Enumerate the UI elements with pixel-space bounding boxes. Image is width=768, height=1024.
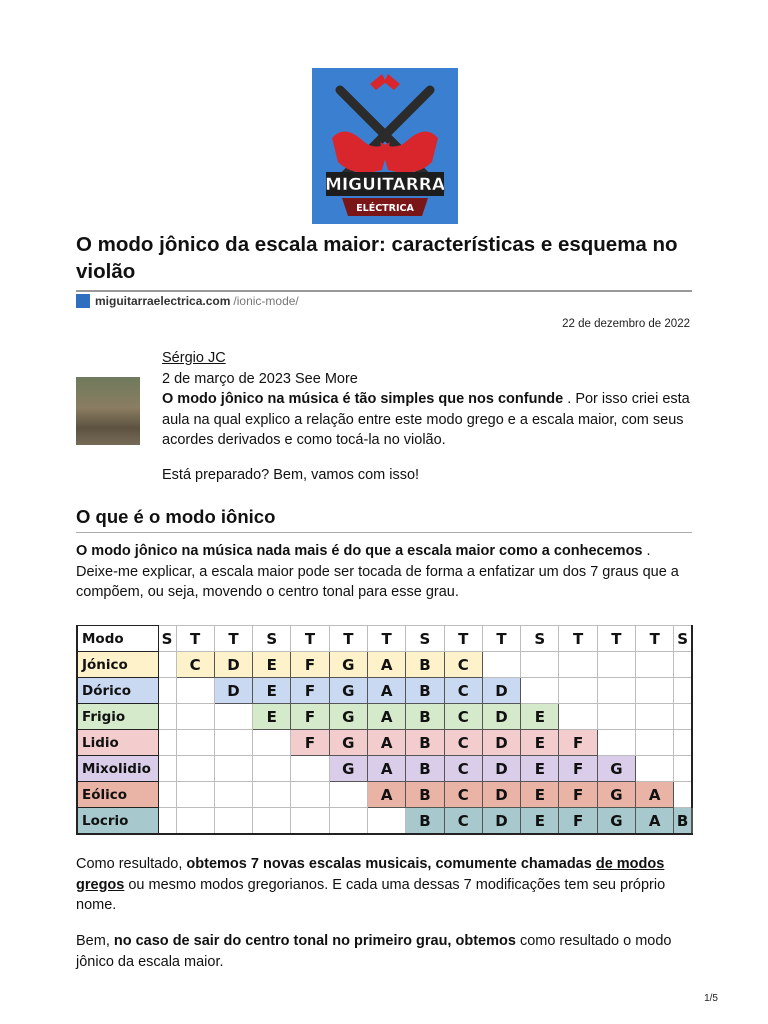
note-cell: F xyxy=(291,678,329,704)
interval-cell: T xyxy=(636,626,674,652)
empty-cell xyxy=(214,704,252,730)
empty-cell xyxy=(158,704,176,730)
followup-paragraph: Está preparado? Bem, vamos com isso! xyxy=(162,466,420,483)
empty-cell xyxy=(158,808,176,835)
empty-cell xyxy=(253,808,291,835)
intro-bold: O modo jônico na música é tão simples que nos confunde xyxy=(162,391,564,407)
empty-cell xyxy=(291,782,329,808)
note-cell: B xyxy=(406,678,444,704)
mode-name-cell: Lidio xyxy=(77,730,158,756)
mode-row xyxy=(77,782,692,808)
empty-cell xyxy=(253,782,291,808)
note-cell: A xyxy=(367,782,405,808)
note-cell: G xyxy=(329,730,367,756)
mode-name-cell: Mixolidio xyxy=(77,756,158,782)
source-path: /ionic-mode/ xyxy=(233,294,299,308)
author-avatar xyxy=(76,377,140,445)
note-cell: E xyxy=(521,704,559,730)
note-cell: G xyxy=(329,678,367,704)
note-cell: A xyxy=(367,730,405,756)
section-paragraph-2 xyxy=(76,854,696,916)
note-cell: F xyxy=(559,782,597,808)
note-cell: B xyxy=(406,782,444,808)
interval-cell: S xyxy=(406,626,444,652)
empty-cell xyxy=(158,730,176,756)
interval-cell: T xyxy=(329,626,367,652)
empty-cell xyxy=(597,704,635,730)
mode-row xyxy=(77,704,692,730)
source-site-link[interactable]: miguitarraelectrica.com xyxy=(95,294,231,308)
note-cell: C xyxy=(444,808,482,835)
interval-cell: S xyxy=(521,626,559,652)
mode-row xyxy=(77,678,692,704)
empty-cell xyxy=(214,730,252,756)
intro-rest: . Por isso criei esta aula na qual explico a relação entre este modo grego e a escala maior, com seus acordes derivados e como tocá-la no violão. xyxy=(162,391,690,448)
interval-cell: T xyxy=(482,626,520,652)
note-cell: D xyxy=(482,782,520,808)
note-cell: E xyxy=(253,678,291,704)
mode-name-cell: Dórico xyxy=(77,678,158,704)
page-number: 1/5 xyxy=(704,993,718,1004)
note-cell: C xyxy=(176,652,214,678)
empty-cell xyxy=(329,782,367,808)
interval-cell: S xyxy=(158,626,176,652)
note-cell: B xyxy=(674,808,692,835)
note-cell: A xyxy=(367,756,405,782)
interval-cell: T xyxy=(597,626,635,652)
empty-cell xyxy=(291,756,329,782)
note-cell: B xyxy=(406,652,444,678)
empty-cell xyxy=(253,756,291,782)
mode-row xyxy=(77,652,692,678)
note-cell: G xyxy=(329,652,367,678)
note-cell: G xyxy=(597,782,635,808)
note-cell: G xyxy=(597,808,635,835)
note-cell: E xyxy=(521,782,559,808)
note-cell: A xyxy=(367,678,405,704)
empty-cell xyxy=(559,652,597,678)
author-block xyxy=(162,348,702,485)
empty-cell xyxy=(214,808,252,835)
empty-cell xyxy=(176,704,214,730)
empty-cell xyxy=(636,756,674,782)
author-date-line: 2 de março de 2023 See More xyxy=(162,370,358,387)
note-cell: D xyxy=(482,730,520,756)
interval-cell: T xyxy=(176,626,214,652)
note-cell: D xyxy=(482,678,520,704)
p3-bold: no caso de sair do centro tonal no primeiro grau, obtemos xyxy=(113,933,516,949)
interval-cell: T xyxy=(291,626,329,652)
section-heading: O que é o modo iônico xyxy=(76,506,276,527)
empty-cell xyxy=(674,652,692,678)
note-cell: A xyxy=(636,782,674,808)
interval-cell: S xyxy=(674,626,692,652)
empty-cell xyxy=(597,652,635,678)
mode-row xyxy=(77,756,692,782)
note-cell: D xyxy=(482,756,520,782)
empty-cell xyxy=(636,704,674,730)
section-paragraph-1 xyxy=(76,541,696,603)
empty-cell xyxy=(559,704,597,730)
note-cell: E xyxy=(253,652,291,678)
modes-table xyxy=(76,625,693,835)
note-cell: G xyxy=(597,756,635,782)
empty-cell xyxy=(214,782,252,808)
empty-cell xyxy=(158,652,176,678)
section-divider xyxy=(76,532,692,533)
empty-cell xyxy=(521,652,559,678)
site-logo xyxy=(312,68,458,224)
source-line xyxy=(76,294,299,308)
note-cell: B xyxy=(406,730,444,756)
note-cell: D xyxy=(482,704,520,730)
mode-name-cell: Locrio xyxy=(77,808,158,835)
note-cell: F xyxy=(291,730,329,756)
empty-cell xyxy=(482,652,520,678)
note-cell: B xyxy=(406,808,444,835)
note-cell: A xyxy=(367,704,405,730)
empty-cell xyxy=(253,730,291,756)
empty-cell xyxy=(158,678,176,704)
mode-row xyxy=(77,730,692,756)
empty-cell xyxy=(176,782,214,808)
title-divider xyxy=(76,290,692,292)
empty-cell xyxy=(214,756,252,782)
modos-gregos-link[interactable]: de modos gregos xyxy=(76,856,665,893)
empty-cell xyxy=(521,678,559,704)
logo-text-sub: ELÉCTRICA xyxy=(356,203,414,214)
empty-cell xyxy=(636,730,674,756)
interval-cell: T xyxy=(214,626,252,652)
note-cell: D xyxy=(214,652,252,678)
p1-bold: O modo jônico na música nada mais é do que a escala maior como a conhecemos xyxy=(76,543,643,559)
note-cell: F xyxy=(291,704,329,730)
table-header-mode: Modo xyxy=(77,626,158,652)
p3-rest: como resultado o modo jônico da escala maior. xyxy=(76,933,672,970)
p2-bold: obtemos 7 novas escalas musicais, comumente chamadas xyxy=(186,856,592,872)
empty-cell xyxy=(636,652,674,678)
note-cell: E xyxy=(253,704,291,730)
mode-name-cell: Eólico xyxy=(77,782,158,808)
note-cell: C xyxy=(444,678,482,704)
note-cell: A xyxy=(367,652,405,678)
empty-cell xyxy=(597,678,635,704)
interval-cell: T xyxy=(559,626,597,652)
note-cell: C xyxy=(444,756,482,782)
empty-cell xyxy=(674,678,692,704)
note-cell: C xyxy=(444,730,482,756)
section-paragraph-3 xyxy=(76,931,696,972)
note-cell: F xyxy=(559,756,597,782)
empty-cell xyxy=(367,808,405,835)
empty-cell xyxy=(674,782,692,808)
mode-name-cell: Frigio xyxy=(77,704,158,730)
empty-cell xyxy=(674,756,692,782)
article-title: O modo jônico da escala maior: características e esquema no violão xyxy=(76,233,678,283)
note-cell: G xyxy=(329,704,367,730)
empty-cell xyxy=(329,808,367,835)
empty-cell xyxy=(176,730,214,756)
note-cell: C xyxy=(444,782,482,808)
note-cell: D xyxy=(482,808,520,835)
note-cell: B xyxy=(406,756,444,782)
note-cell: G xyxy=(329,756,367,782)
author-name-link[interactable]: Sérgio JC xyxy=(162,350,226,366)
note-cell: D xyxy=(214,678,252,704)
empty-cell xyxy=(559,678,597,704)
interval-cell: S xyxy=(253,626,291,652)
publish-date: 22 de dezembro de 2022 xyxy=(562,318,690,330)
empty-cell xyxy=(176,808,214,835)
empty-cell xyxy=(597,730,635,756)
note-cell: C xyxy=(444,704,482,730)
interval-cell: T xyxy=(367,626,405,652)
note-cell: E xyxy=(521,808,559,835)
empty-cell xyxy=(674,730,692,756)
p2-rest: ou mesmo modos gregorianos. E cada uma dessas 7 modificações tem seu próprio nome. xyxy=(76,876,666,913)
logo-text-main: MIGUITARRA xyxy=(324,175,446,195)
interval-cell: T xyxy=(444,626,482,652)
empty-cell xyxy=(291,808,329,835)
empty-cell xyxy=(176,678,214,704)
note-cell: E xyxy=(521,756,559,782)
empty-cell xyxy=(636,678,674,704)
site-favicon-icon xyxy=(76,294,90,308)
table-header-row xyxy=(77,626,692,652)
note-cell: F xyxy=(559,730,597,756)
p2-lead: Como resultado, xyxy=(76,856,187,872)
empty-cell xyxy=(158,782,176,808)
note-cell: C xyxy=(444,652,482,678)
empty-cell xyxy=(158,756,176,782)
note-cell: B xyxy=(406,704,444,730)
mode-row xyxy=(77,808,692,835)
intro-paragraph xyxy=(162,389,702,451)
p3-lead: Bem, xyxy=(76,933,114,949)
p1-rest: . Deixe-me explicar, a escala maior pode ser tocada de forma a enfatizar um dos 7 graus que a compõem, ou seja, movendo o centro tonal para esse grau. xyxy=(76,543,679,600)
note-cell: F xyxy=(559,808,597,835)
note-cell: A xyxy=(636,808,674,835)
note-cell: F xyxy=(291,652,329,678)
empty-cell xyxy=(674,704,692,730)
note-cell: E xyxy=(521,730,559,756)
empty-cell xyxy=(176,756,214,782)
mode-name-cell: Jónico xyxy=(77,652,158,678)
